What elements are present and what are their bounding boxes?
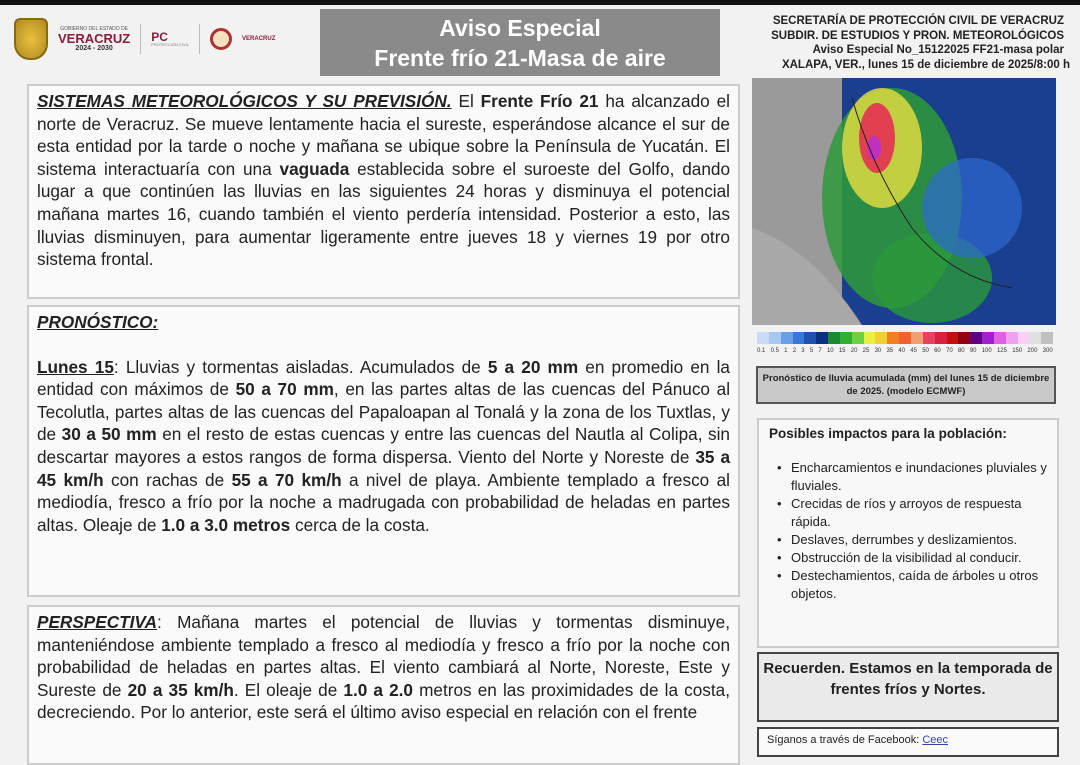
legend-tick-label: 70 xyxy=(946,348,953,354)
legend-swatch xyxy=(793,332,805,344)
text: establecida sobre el suroeste del Golfo, dando lugar a que continúen las lluvias en las siguientes 24 horas y disminuya el potencial mañana martes 16, cuando también el viento perdería intensidad. Posterior a esto, las lluvias disminuyen, para aumentar ligeramente entre jueves 18 y viernes 19 por otro sistema frontal. xyxy=(37,158,731,270)
logos xyxy=(14,14,275,64)
legend-swatch xyxy=(935,332,947,344)
rainfall-forecast-map xyxy=(752,78,1056,325)
bold-text: 1.0 a 3.0 metros xyxy=(161,514,291,535)
issuer-line: SECRETARÍA DE PROTECCIÓN CIVIL DE VERACRUZ xyxy=(772,15,1064,27)
legend-swatch xyxy=(804,332,816,344)
legend-swatch xyxy=(781,332,793,344)
map-legend xyxy=(757,332,1053,354)
pc-logo xyxy=(151,31,189,47)
perspectiva-section xyxy=(27,605,740,765)
legend-tick-label: 20 xyxy=(850,348,858,354)
impactos-box xyxy=(757,418,1059,648)
legend-tick-label: 0.5 xyxy=(770,348,779,354)
legend-swatch xyxy=(840,332,852,344)
legend-colorbar xyxy=(757,332,1053,344)
legend-swatch xyxy=(828,332,840,344)
legend-tick-label: 90 xyxy=(969,348,977,354)
legend-ticks xyxy=(757,348,1053,354)
text: ha alcanzado el norte de Veracruz. Se mueve lentamente hacia el sureste, esperándose alcance el sur de esta entidad por la tarde o noche y mañana se ubique sobre la Península de Yucatán. El sistema interactuaría con una xyxy=(37,91,730,179)
title-line2: Frente frío 21-Masa de aire xyxy=(374,45,666,71)
legend-tick-label: 80 xyxy=(957,348,965,354)
legend-swatch xyxy=(923,332,935,344)
veracruz-coat-of-arms-logo xyxy=(14,18,48,60)
bold-text: vaguada xyxy=(279,158,350,179)
bold-text: Frente Frío 21 xyxy=(480,91,599,111)
legend-tick-label: 10 xyxy=(826,348,834,354)
legend-swatch xyxy=(1006,332,1018,344)
list-item: • Crecidas de ríos y arroyos de respuesta rápida. xyxy=(769,495,1047,531)
gov-years: 2024 - 2030 xyxy=(75,44,113,52)
legend-tick-label: 100 xyxy=(981,348,992,354)
map-graphic xyxy=(752,78,1056,325)
map-caption: Pronóstico de lluvia acumulada (mm) del lunes 15 de diciembre de 2025. (modelo ECMWF) xyxy=(756,366,1056,404)
text: metros en las proximidades de la costa, decreciendo. Por lo anterior, este será el último aviso especial en relación con el frente xyxy=(37,679,730,723)
facebook-label: Síganos a través de Facebook: xyxy=(767,734,923,746)
pc-sub: PROTECCIÓN CIVIL xyxy=(151,42,190,47)
legend-tick-label: 150 xyxy=(1012,348,1023,354)
legend-swatch xyxy=(994,332,1006,344)
legend-tick-label: 60 xyxy=(934,348,941,354)
pc-text: PC xyxy=(151,30,168,44)
gobierno-logo xyxy=(58,27,130,52)
text: : Mañana martes el potencial de lluvias y tormentas disminuye, manteniéndose ambiente templado a fresco al mediodía y fresco a frío por la noche con probabilidad de heladas en partes altas. El viento cambiará al Norte, Noreste, Este y Sureste de xyxy=(37,612,730,700)
text: , en las partes altas de las cuencas del Pánuco al Tecolutla, partes altas de las cuencas del Papaloapan al Tonalá y la zona de los Tuxtlas, y de xyxy=(37,379,731,445)
legend-tick-label: 1 xyxy=(784,348,788,354)
page-title xyxy=(320,9,720,76)
legend-swatch xyxy=(1029,332,1041,344)
bold-text: 50 a 70 mm xyxy=(235,379,334,400)
facebook-link[interactable]: Ceec xyxy=(922,734,949,746)
title-line1: Aviso Especial xyxy=(439,15,601,41)
rain-area xyxy=(922,158,1022,258)
issuer-line: Aviso Especial No_15122025 FF21-masa polar xyxy=(812,44,1064,56)
legend-tick-label: 200 xyxy=(1027,348,1038,354)
legend-swatch xyxy=(958,332,970,344)
legend-tick-label: 3 xyxy=(801,348,805,354)
bold-text: 5 a 20 mm xyxy=(487,356,579,377)
list-item: • Destechamientos, caída de árboles u otros objetos. xyxy=(769,567,1047,603)
text: : Lluvias y tormentas aisladas. Acumulados de xyxy=(113,356,488,377)
legend-tick-label: 30 xyxy=(874,348,882,354)
legend-swatch xyxy=(875,332,887,344)
legend-swatch xyxy=(982,332,994,344)
bold-text: 30 a 50 mm xyxy=(61,424,157,445)
legend-swatch xyxy=(757,332,769,344)
legend-swatch xyxy=(1018,332,1030,344)
text: El xyxy=(451,91,481,111)
bold-text: 1.0 a 2.0 xyxy=(343,679,413,700)
list-item: • Encharcamientos e inundaciones pluviales y fluviales. xyxy=(769,459,1047,495)
legend-swatch xyxy=(947,332,959,344)
legend-swatch xyxy=(970,332,982,344)
text: . El oleaje de xyxy=(233,679,344,700)
bold-text: 20 a 35 km/h xyxy=(127,679,234,700)
legend-tick-label: 50 xyxy=(922,348,929,354)
legend-swatch xyxy=(1041,332,1053,344)
impactos-heading: Posibles impactos para la población: xyxy=(769,426,1007,441)
legend-swatch xyxy=(887,332,899,344)
section-heading: PERSPECTIVA xyxy=(37,612,158,632)
legend-swatch xyxy=(864,332,876,344)
pc-state: VERACRUZ xyxy=(242,36,276,42)
list-item: • Obstrucción de la visibilidad al conducir. xyxy=(769,549,1047,567)
legend-tick-label: 0.1 xyxy=(757,348,766,354)
issuer-info xyxy=(771,14,1070,72)
divider xyxy=(140,24,141,54)
section-heading: SISTEMAS METEOROLÓGICOS Y SU PREVISIÓN. xyxy=(37,91,452,111)
bold-text: 55 a 70 km/h xyxy=(231,469,342,490)
legend-tick-label: 25 xyxy=(862,348,870,354)
sistemas-section xyxy=(27,84,740,299)
day-label: Lunes 15 xyxy=(37,356,114,377)
text: en el resto de estas cuencas y entre las cuencas del Nautla al Colipa, sin descartar mayores a estos rangos de forma dispersa. Viento del Norte y Noreste de xyxy=(37,424,730,467)
text: con rachas de xyxy=(103,469,232,490)
top-bar xyxy=(0,0,1080,5)
section-heading: PRONÓSTICO: xyxy=(37,312,159,332)
bold-text: 35 a 45 km/h xyxy=(37,446,731,490)
list-item: • Deslaves, derrumbes y deslizamientos. xyxy=(769,531,1047,549)
issuer-line: XALAPA, VER., lunes 15 de diciembre de 2025/8:00 h xyxy=(781,58,1070,71)
pronostico-section xyxy=(27,305,740,597)
impactos-list xyxy=(769,459,1047,603)
gov-state: VERACRUZ xyxy=(58,30,131,46)
legend-tick-label: 125 xyxy=(996,348,1007,354)
legend-tick-label: 5 xyxy=(809,348,814,354)
proteccion-civil-seal-icon xyxy=(210,28,232,50)
legend-swatch xyxy=(911,332,923,344)
divider xyxy=(199,24,200,54)
legend-tick-label: 15 xyxy=(838,348,846,354)
legend-tick-label: 2 xyxy=(792,348,797,354)
legend-swatch xyxy=(769,332,781,344)
legend-swatch xyxy=(899,332,911,344)
legend-tick-label: 45 xyxy=(910,348,917,354)
legend-tick-label: 7 xyxy=(818,348,822,354)
legend-swatch xyxy=(852,332,864,344)
legend-tick-label: 35 xyxy=(886,348,894,354)
legend-tick-label: 300 xyxy=(1042,348,1053,354)
legend-swatch xyxy=(816,332,828,344)
gov-small: GOBIERNO DEL ESTADO DE xyxy=(60,25,129,32)
recuerden-box: Recuerden. Estamos en la temporada de frentes fríos y Nortes. xyxy=(757,652,1059,722)
text: en promedio en la entidad con máximos de xyxy=(37,356,730,400)
text: cerca de la costa. xyxy=(290,514,430,535)
issuer-line: SUBDIR. DE ESTUDIOS Y PRON. METEOROLÓGICOS xyxy=(771,29,1064,42)
facebook-box xyxy=(757,727,1059,757)
legend-tick-label: 40 xyxy=(898,348,906,354)
text: a nivel de playa. Ambiente templado a fresco al mediodía, fresco a frío por la noche a madrugada con probabilidad de heladas en partes altas. Oleaje de xyxy=(37,469,730,535)
